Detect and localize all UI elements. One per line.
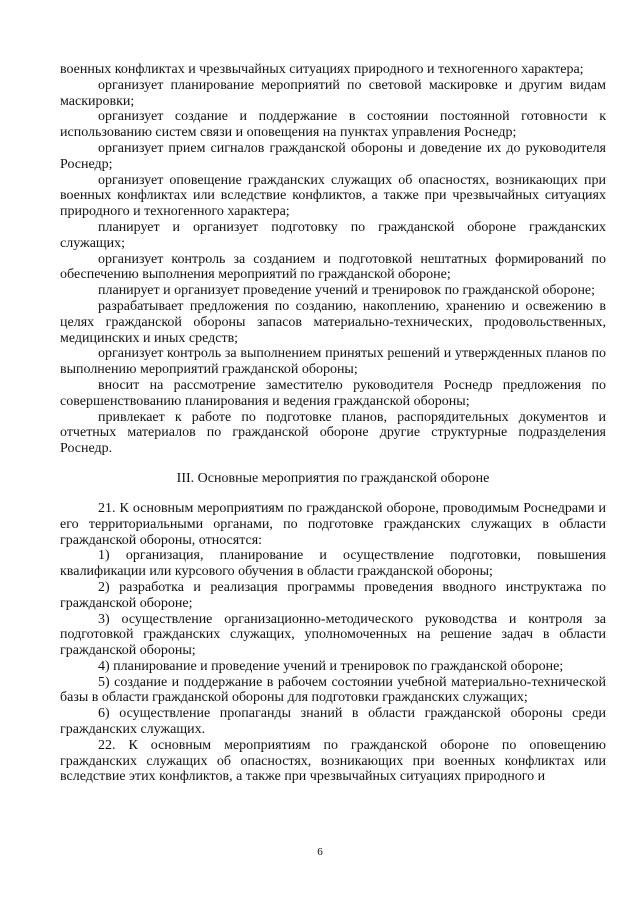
paragraph: 4) планирование и проведение учений и тренировок по гражданской обороне; [98,658,564,674]
paragraph: 22. К основным мероприятиям по гражданской обороне по оповещению гражданских служащих об опасностях, возникающих при военных конфликтах или вследствие этих конфликтов, а также при чрезвычайных ситуациях природного и [60,737,606,785]
paragraph: 21. К основным мероприятиям по гражданской обороне, проводимым Роснедрами и его территориальными органами, по подготовке гражданских служащих в области гражданской обороны, относятся: [60,500,606,548]
paragraph: разрабатывает предложения по созданию, накоплению, хранению и освежению в целях гражданской обороны запасов материально-технических, продовольственных, медицинских и иных средств; [60,298,606,346]
paragraph: организует планирование мероприятий по световой маскировке и другим видам маскировки; [60,77,606,109]
paragraph: 3) осуществление организационно-методического руководства и контроля за подготовкой гражданских служащих, уполномоченных на решение задач в области гражданской обороны; [60,611,606,659]
page-number: 6 [317,846,323,858]
paragraph: 2) разработка и реализация программы проведения вводного инструктажа по гражданской обороне; [60,579,606,611]
paragraph: организует оповещение гражданских служащих об опасностях, возникающих при военных конфликтах или вследствие конфликтов, а также при чрезвычайных ситуациях природного и техногенного характера; [60,172,606,220]
paragraph: планирует и организует подготовку по гражданской обороне гражданских служащих; [60,219,606,251]
paragraph: 1) организация, планирование и осуществление подготовки, повышения квалификации или курсового обучения в области гражданской обороны; [60,548,606,580]
section-heading: III. Основные мероприятия по гражданской обороне [176,470,490,486]
document-page [60,62,606,785]
paragraph: организует прием сигналов гражданской обороны и доведение их до руководителя Роснедр; [60,140,606,172]
paragraph: организует создание и поддержание в состоянии постоянной готовности к использованию систем связи и оповещения на пунктах управления Роснедр; [60,109,606,141]
paragraph: организует контроль за созданием и подготовкой нештатных формирований по обеспечению выполнения мероприятий по гражданской обороне; [60,251,606,283]
paragraph: 6) осуществление пропаганды знаний в области гражданской обороны среди гражданских служащих. [60,706,606,738]
paragraph: организует контроль за выполнением принятых решений и утвержденных планов по выполнению мероприятий гражданской обороны; [60,346,606,378]
paragraph: планирует и организует проведение учений и тренировок по гражданской обороне; [98,283,596,299]
paragraph: военных конфликтах и чрезвычайных ситуациях природного и техногенного характера; [60,62,584,77]
paragraph: 5) создание и поддержание в рабочем состоянии учебной материально-технической базы в области гражданской обороны для подготовки гражданских служащих; [60,674,606,706]
paragraph: вносит на рассмотрение заместителю руководителя Роснедр предложения по совершенствованию планирования и ведения гражданской обороны; [60,377,606,409]
paragraph: привлекает к работе по подготовке планов, распорядительных документов и отчетных материалов по гражданской обороне другие структурные подразделения Роснедр. [60,409,606,457]
